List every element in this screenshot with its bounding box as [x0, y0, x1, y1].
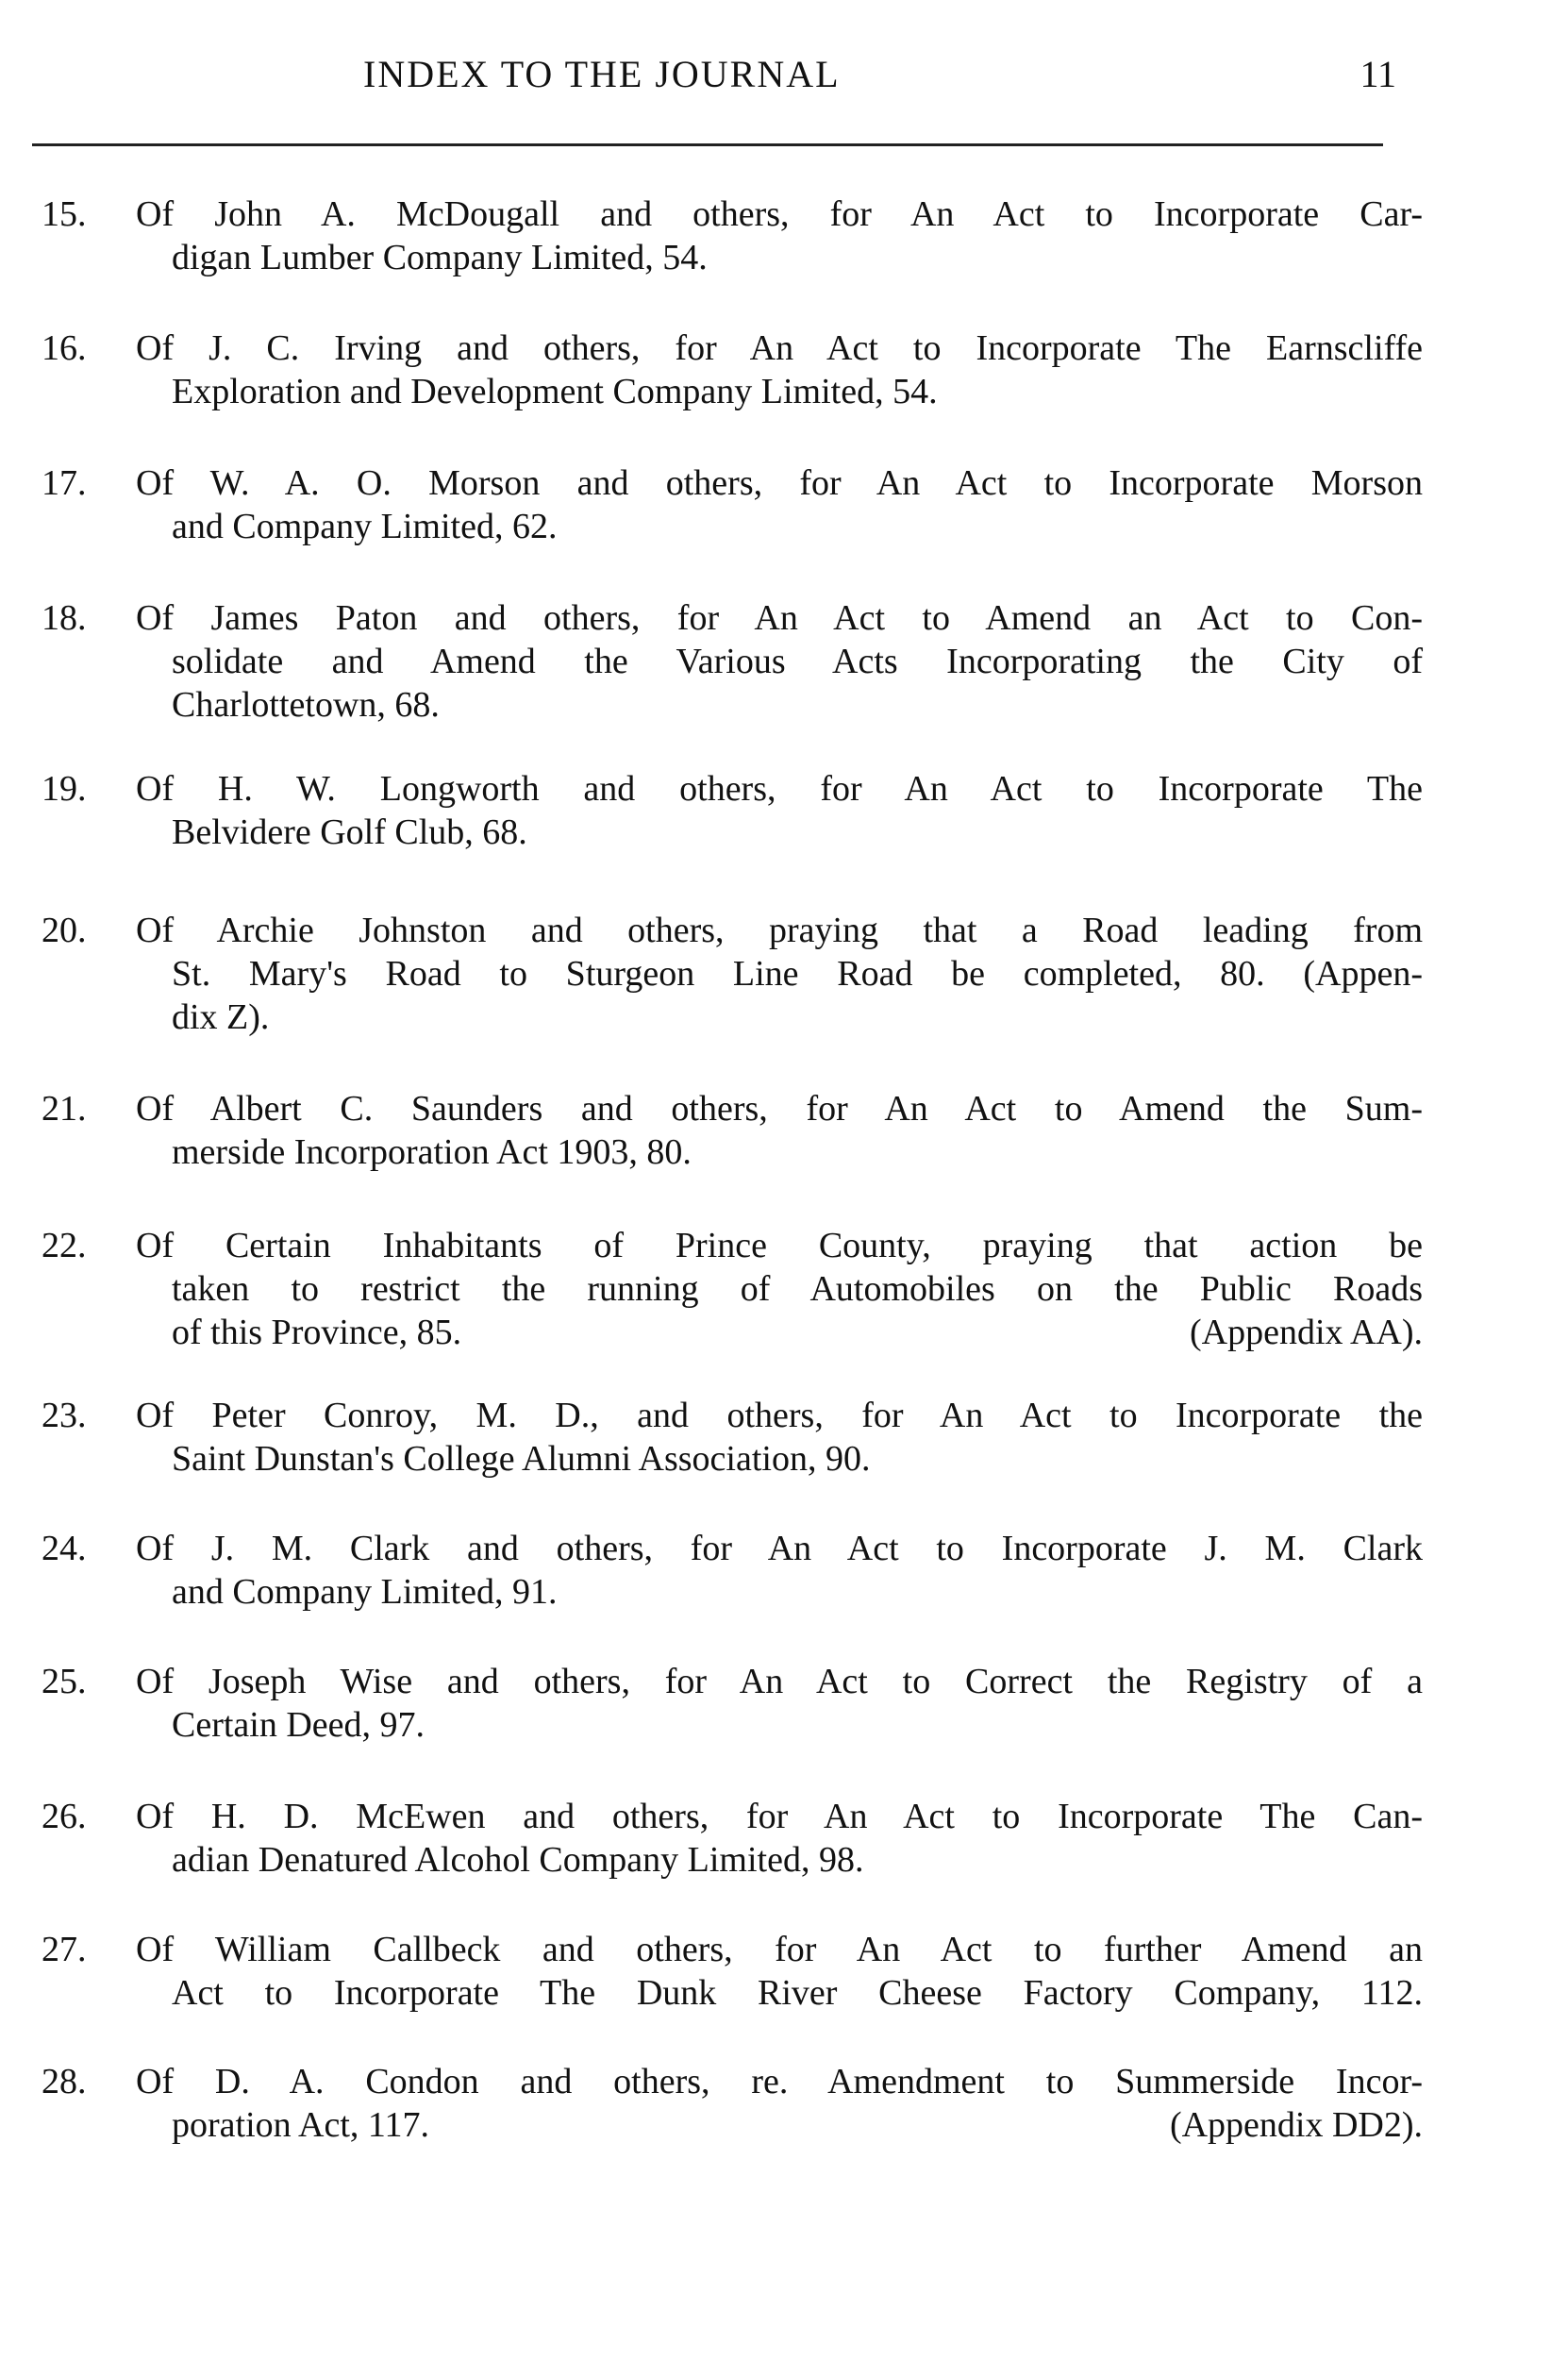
appendix-reference: (Appendix AA). [1190, 1313, 1423, 1352]
entry-number: 23. [42, 1396, 87, 1435]
entry-number: 17. [42, 463, 87, 503]
running-title: INDEX TO THE JOURNAL [363, 53, 841, 95]
entry-line [136, 1311, 1423, 1354]
entry-line: Of Certain Inhabitants of Prince County, praying that action be [136, 1226, 1423, 1265]
entry-number: 19. [42, 769, 87, 809]
entry-line: Of H. D. McEwen and others, for An Act to Incorporate The Can- [136, 1797, 1423, 1836]
entry-line: Belvidere Golf Club, 68. [172, 812, 527, 852]
page-number: 11 [1359, 53, 1396, 95]
entry-line: Saint Dunstan's College Alumni Association, 90. [172, 1439, 871, 1479]
entry-line: and Company Limited, 91. [172, 1572, 558, 1612]
entry-line: Certain Deed, 97. [172, 1705, 425, 1745]
entry-line: solidate and Amend the Various Acts Incorporating the City of [172, 642, 1423, 681]
entry-text [136, 909, 1423, 1039]
entry-text [136, 596, 1423, 727]
entry-number: 27. [42, 1930, 87, 1969]
entry-line: Of John A. McDougall and others, for An Act to Incorporate Car- [136, 194, 1423, 234]
entry-text [136, 461, 1423, 548]
entry-line-text: poration Act, 117. [172, 2105, 429, 2145]
entry-line: Of William Callbeck and others, for An Act to further Amend an [136, 1930, 1423, 1969]
entry-text [136, 1394, 1423, 1481]
entry-line: adian Denatured Alcohol Company Limited, 98. [172, 1840, 864, 1880]
entry-text [136, 1660, 1423, 1747]
entry-line: Charlottetown, 68. [172, 685, 440, 725]
entry-line: Act to Incorporate The Dunk River Cheese Factory Company, 112. [172, 1973, 1423, 2013]
appendix-reference: (Appendix DD2). [1169, 2105, 1423, 2145]
entry-line: Of J. M. Clark and others, for An Act to Incorporate J. M. Clark [136, 1529, 1423, 1568]
entry-line: digan Lumber Company Limited, 54. [172, 238, 708, 277]
entry-number: 26. [42, 1797, 87, 1836]
entry-text [136, 2060, 1423, 2147]
entry-number: 18. [42, 598, 87, 638]
entry-line: Of H. W. Longworth and others, for An Act to Incorporate The [136, 769, 1423, 809]
entry-number: 22. [42, 1226, 87, 1265]
entry-text [136, 326, 1423, 413]
entry-line: Of J. C. Irving and others, for An Act to Incorporate The Earnscliffe [136, 328, 1423, 368]
entry-text [136, 192, 1423, 279]
entry-number: 24. [42, 1529, 87, 1568]
entry-line-text: of this Province, 85. [172, 1313, 462, 1352]
entry-line: dix Z). [172, 997, 270, 1037]
entry-line [136, 2103, 1423, 2147]
entry-text [136, 1087, 1423, 1174]
entry-number: 21. [42, 1089, 87, 1129]
entry-line: Of Albert C. Saunders and others, for An Act to Amend the Sum- [136, 1089, 1423, 1129]
entry-line: Of Archie Johnston and others, praying that a Road leading from [136, 911, 1423, 950]
entry-line: Exploration and Development Company Limited, 54. [172, 372, 938, 411]
entry-text [136, 1224, 1423, 1354]
entry-line: Of D. A. Condon and others, re. Amendment to Summerside Incor- [136, 2062, 1423, 2101]
entry-line: and Company Limited, 62. [172, 507, 558, 546]
entry-line: St. Mary's Road to Sturgeon Line Road be completed, 80. (Appen- [172, 954, 1423, 994]
entry-line: taken to restrict the running of Automobiles on the Public Roads [172, 1269, 1423, 1309]
entry-line: Of W. A. O. Morson and others, for An Act to Incorporate Morson [136, 463, 1423, 503]
entry-number: 15. [42, 194, 87, 234]
entry-text [136, 1527, 1423, 1614]
entry-text [136, 1795, 1423, 1882]
entry-text [136, 1928, 1423, 2015]
entry-number: 28. [42, 2062, 87, 2101]
entry-line: Of Joseph Wise and others, for An Act to Correct the Registry of a [136, 1662, 1423, 1701]
entry-text [136, 767, 1423, 854]
entry-line: Of Peter Conroy, M. D., and others, for An Act to Incorporate the [136, 1396, 1423, 1435]
entry-number: 16. [42, 328, 87, 368]
entry-line: merside Incorporation Act 1903, 80. [172, 1132, 692, 1172]
entry-number: 20. [42, 911, 87, 950]
entry-line: Of James Paton and others, for An Act to Amend an Act to Con- [136, 598, 1423, 638]
entry-number: 25. [42, 1662, 87, 1701]
